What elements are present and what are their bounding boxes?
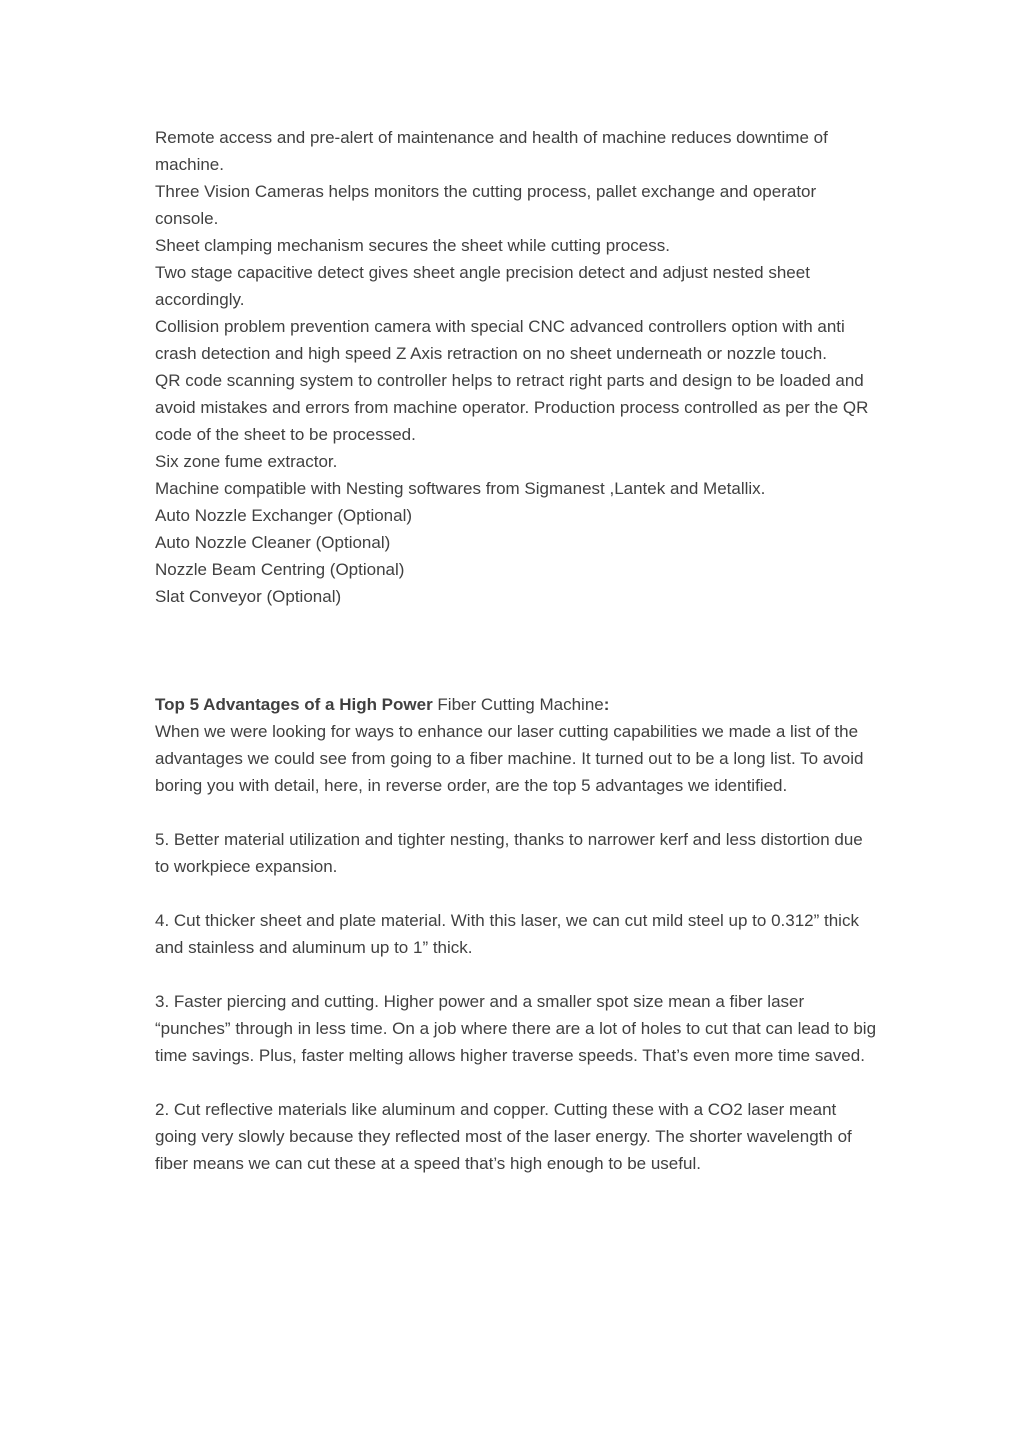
feature-item: Auto Nozzle Cleaner (Optional) [155,533,391,552]
feature-item: Collision problem prevention camera with special CNC advanced controllers option with anti crash detection and high speed Z Axis retraction on no sheet underneath or nozzle touch. [155,317,845,363]
advantage-item: 2. Cut reflective materials like aluminum and copper. Cutting these with a CO2 laser meant going very slowly because they reflected most of the laser energy. The shorter wavelength of fiber means we can cut these at a speed that’s high enough to be useful. [155,1100,852,1173]
section-heading [155,691,880,718]
feature-list [155,124,880,610]
section-heading-regular: Fiber Cutting Machine [432,695,604,714]
paragraph-gap [155,799,880,826]
section-intro: When we were looking for ways to enhance our laser cutting capabilities we made a list of the advantages we could see from going to a fiber machine. It turned out to be a long list. To avoid boring you with detail, here, in reverse order, are the top 5 advantages we identified. [155,722,864,795]
advantage-item: 3. Faster piercing and cutting. Higher power and a smaller spot size mean a fiber laser “punches” through in less time. On a job where there are a lot of holes to cut that can lead to big time savings. Plus, faster melting allows higher traverse speeds. That’s even more time saved. [155,992,877,1065]
section-spacer [155,610,880,691]
feature-item: Sheet clamping mechanism secures the sheet while cutting process. [155,236,670,255]
feature-item: Six zone fume extractor. [155,452,338,471]
document-page [155,124,880,1177]
section-heading-bold: Top 5 Advantages of a High Power [155,695,433,714]
advantage-item: 5. Better material utilization and tighter nesting, thanks to narrower kerf and less distortion due to workpiece expansion. [155,830,863,876]
feature-item: Slat Conveyor (Optional) [155,587,342,606]
feature-item: Machine compatible with Nesting softwares from Sigmanest ,Lantek and Metallix. [155,479,766,498]
feature-item: Remote access and pre-alert of maintenance and health of machine reduces downtime of machine. [155,128,828,174]
advantage-item: 4. Cut thicker sheet and plate material. With this laser, we can cut mild steel up to 0.312” thick and stainless and aluminum up to 1” thick. [155,911,859,957]
paragraph-gap [155,961,880,988]
feature-item: Nozzle Beam Centring (Optional) [155,560,405,579]
feature-item: QR code scanning system to controller helps to retract right parts and design to be loaded and avoid mistakes and errors from machine operator. Production process controlled as per the QR code of the sheet to be processed. [155,371,869,444]
paragraph-gap [155,880,880,907]
feature-item: Two stage capacitive detect gives sheet angle precision detect and adjust nested sheet accordingly. [155,263,810,309]
paragraph-gap [155,1069,880,1096]
section-heading-colon: : [603,695,610,714]
feature-item: Three Vision Cameras helps monitors the cutting process, pallet exchange and operator console. [155,182,817,228]
feature-item: Auto Nozzle Exchanger (Optional) [155,506,413,525]
